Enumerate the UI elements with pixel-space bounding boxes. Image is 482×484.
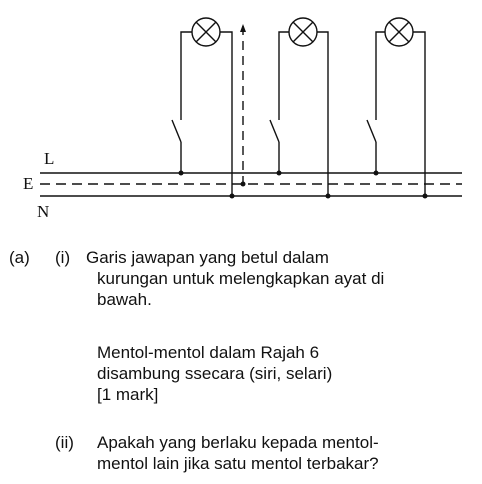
subpart-ii-line: Apakah yang berlaku kepada mentol- <box>97 433 379 452</box>
subpart-i-line: kurungan untuk melengkapkan ayat di <box>97 269 385 288</box>
lamp-branch-2 <box>270 18 331 199</box>
marks-label: [1 mark] <box>97 385 159 404</box>
statement-line: disambung ssecara (siri, selari) <box>97 364 333 383</box>
lamp-branch-1 <box>172 18 235 199</box>
subpart-ii-line: mentol lain jika satu mentol terbakar? <box>97 454 379 473</box>
live-label: L <box>44 149 55 168</box>
earth-extension-tip <box>240 24 246 32</box>
statement-line: Mentol-mentol dalam Rajah 6 <box>97 343 320 362</box>
earth-junction <box>241 182 246 187</box>
subpart-i-line: bawah. <box>97 290 152 309</box>
lamp-branch-3 <box>367 18 428 199</box>
earth-label: E <box>23 174 34 193</box>
neutral-label: N <box>37 202 50 221</box>
subpart-ii-number: (ii) <box>55 433 74 452</box>
part-a-number: (a) <box>9 248 30 267</box>
subpart-i-line: Garis jawapan yang betul dalam <box>86 248 329 267</box>
circuit-diagram <box>0 0 482 240</box>
subpart-i-number: (i) <box>55 248 71 267</box>
